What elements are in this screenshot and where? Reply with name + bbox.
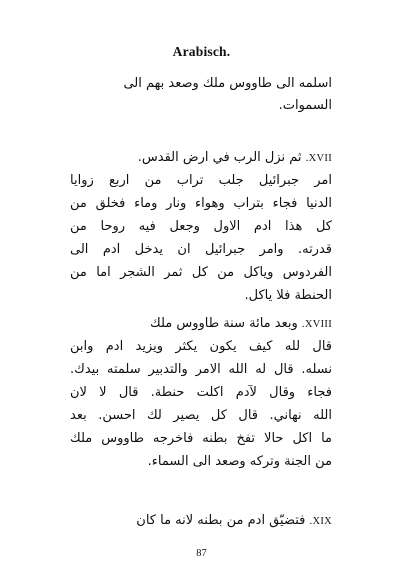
section-18-line-5: الله نهاني. قال كل يصير لك احسن. بعد <box>70 408 332 423</box>
section-17-line-3: الدنيا فجاء بتراب وهواء ونار وماء فخلق من <box>70 196 332 211</box>
section-18-number: XVIII. <box>301 319 332 330</box>
section-17-line-5: قدرته. وامر جبرائيل ان يدخل آدم الى <box>70 242 332 257</box>
section-18-heading-line <box>70 316 332 331</box>
section-17-line-2: امر جبرائيل جلب تراب من اربع زوايا <box>70 173 332 188</box>
section-17-line-4: كل هذا آدم الاول وجعل فيه روحا من <box>70 219 332 234</box>
section-17-line-1: ثم نزل الرب في ارض القدس. <box>137 150 302 165</box>
section-18-line-3: نسله. قال له الله الامر والتدبير سلمته بيدك. <box>70 362 332 377</box>
section-18-line-2: قال لله كيف يكون يكثر ويزيد آدم وابن <box>70 339 332 354</box>
page-number: 87 <box>196 548 207 559</box>
section-18-line-4: فجاء وقال لآدم اكلت حنطة. قال لا لان <box>70 385 332 400</box>
section-19-heading-line <box>70 513 332 528</box>
section-19-number: XIX. <box>309 516 332 527</box>
section-17-heading-line <box>70 150 332 165</box>
intro-line-1: اسلمه الى طاووس ملك وصعد بهم الى <box>123 76 332 91</box>
page-heading: Arabisch. <box>172 44 231 59</box>
intro-line-2: السموات. <box>278 98 332 113</box>
section-17-number: XVII. <box>305 153 332 164</box>
section-17-line-7: الحنطة فلا ياكل. <box>244 288 332 303</box>
section-18-line-7: من الجنة وتركه وصعد الى السماء. <box>147 454 332 469</box>
section-18-line-1: وبعد مائة سنة طاووس ملك <box>149 316 298 331</box>
section-17-line-6: الفردوس وياكل من كل ثمر الشجر اما من <box>70 265 332 280</box>
section-18-line-6: ما اكل حالا تفخ بطنه فاخرجه طاووس ملك <box>70 431 332 446</box>
section-19-line-1: فتضيّق آدم من بطنه لانه ما كان <box>136 513 306 528</box>
